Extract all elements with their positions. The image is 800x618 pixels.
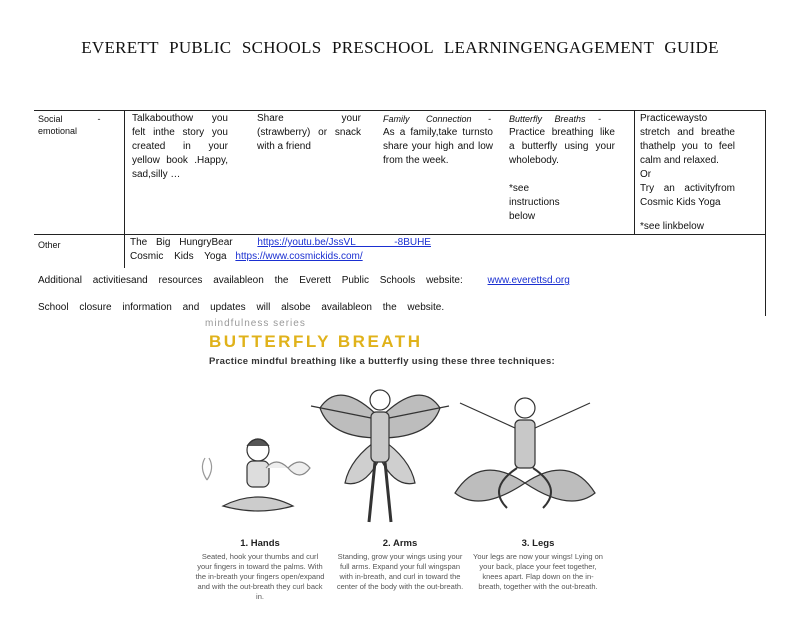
- hungry-bear-text: The Big HungryBear: [130, 237, 233, 248]
- lying-figure-illustration: [455, 398, 595, 508]
- cell-other-resources: [130, 236, 460, 264]
- poster-series-label: mindfulness series: [205, 318, 306, 329]
- school-closure-note: School closure information and updates will alsobe availableon the website.: [38, 302, 445, 313]
- poster-title: BUTTERFLY BREATH: [209, 332, 423, 351]
- cell-stretch-breathe: [640, 112, 735, 234]
- row-label-other: Other: [38, 240, 61, 250]
- family-connection-text: As a family,take turnsto share your high and low from the week.: [383, 127, 493, 166]
- cosmic-kids-text: Cosmic Kids Yoga: [130, 251, 227, 262]
- cell-family-connection: [383, 112, 493, 168]
- cell-share-snack: Share your (strawberry) or snack with a friend: [257, 113, 361, 152]
- technique-legs-title: 3. Legs: [521, 538, 555, 549]
- stretch-or-text: Or: [640, 169, 652, 180]
- poster-subtitle: Practice mindful breathing like a butterfly using these three techniques:: [209, 356, 556, 367]
- cosmic-kids-link[interactable]: https://www.cosmickids.com/: [235, 251, 363, 262]
- technique-hands: [195, 538, 325, 602]
- technique-hands-title: 1. Hands: [240, 538, 280, 549]
- butterfly-breaths-text: Practice breathing like a butterfly using your wholebody.: [509, 127, 615, 166]
- technique-arms-desc: Standing, grow your wings using your full arms. Expand your full wingspan with in-breath, and curl in toward the center of the body with the out-breath.: [336, 552, 464, 591]
- additional-activities-note: [38, 275, 570, 286]
- technique-legs-desc: Your legs are now your wings! Lying on your back, place your feet together, knees apart. Flap down on the in-breath, together with the out-breath.: [473, 552, 603, 591]
- cell-talk-about-story: Talkabouthow you felt inthe story you created in your yellow book .Happy, sad,silly …: [132, 113, 228, 180]
- table-col-divider: [124, 110, 125, 268]
- table-row-divider: [34, 234, 766, 235]
- stretch-breathe-text: Practicewaysto stretch and breathe thathelp you to feel calm and relaxed.: [640, 113, 735, 166]
- row-label-social-emotional: Social - emotional: [38, 114, 101, 136]
- everettsd-link[interactable]: www.everettsd.org: [487, 275, 570, 286]
- technique-arms-title: 2. Arms: [382, 538, 418, 549]
- cell-butterfly-breaths: [509, 112, 615, 224]
- seated-figure-illustration: [202, 439, 310, 511]
- technique-arms: [335, 538, 465, 592]
- cosmic-yoga-text: Try an activityfrom Cosmic Kids Yoga: [640, 183, 735, 208]
- family-connection-heading: Family Connection -: [383, 114, 492, 124]
- document-title: EVERETT PUBLIC SCHOOLS PRESCHOOL LEARNINGENGAGEMENT GUIDE: [81, 38, 719, 57]
- standing-figure-illustration: [311, 390, 449, 522]
- technique-hands-desc: Seated, hook your thumbs and curl your fingers in toward the palms. With the in-breath your fingers open/expand and with the out-breath they curl back in.: [195, 552, 325, 601]
- table-right-border: [765, 110, 766, 316]
- butterfly-breaths-note: *see instructions below: [509, 183, 560, 222]
- butterfly-illustrations: [195, 318, 605, 533]
- see-link-note: *see linkbelow: [640, 221, 704, 232]
- additional-activities-text: Additional activitiesand resources availableon the Everett Public Schools website:: [38, 275, 463, 286]
- technique-legs: [473, 538, 603, 592]
- butterfly-breaths-heading: Butterfly Breaths -: [509, 114, 602, 124]
- butterfly-breath-poster: [195, 318, 605, 613]
- table-top-border: [34, 110, 766, 111]
- hungry-bear-link[interactable]: https://youtu.be/JssVL -8BUHE: [257, 237, 431, 248]
- table-col-divider: [634, 110, 635, 234]
